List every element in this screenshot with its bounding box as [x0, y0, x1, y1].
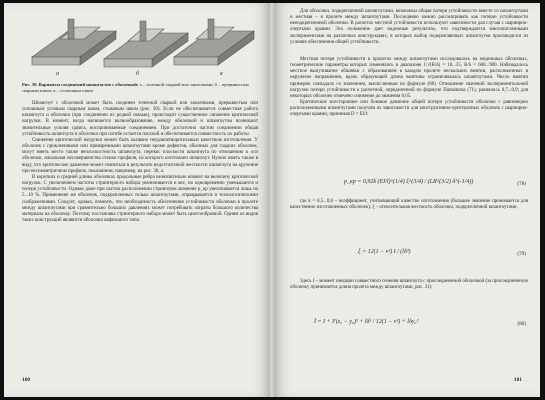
right-body-text-top	[290, 9, 528, 46]
page-number-left: 100	[22, 377, 31, 383]
formula-80: Ī = I + F(z₀ − y₀)² + lδ³ / 12(1 − ν²) + lδy₀²	[314, 319, 419, 325]
figure-stringer-profiles	[24, 9, 256, 79]
equation-number-78: (78)	[517, 181, 526, 187]
caption-title: Рис. 30. Варианты соединений шпангоутов с оболочкой:	[22, 82, 139, 87]
caption-body: а – точечной сваркой или заклепками; б – прерывистым сварным швом; в – сплошным швом	[22, 82, 249, 93]
left-page	[4, 3, 270, 397]
label-a: а	[56, 71, 59, 77]
paragraph: Здесь I – момент инерции совместного сечения шпангоута с присоединенной оболочкой (за присоединенную оболочку принимается длина пролета между шпангоутами, рис. 31):	[290, 279, 528, 291]
paragraph: Местная потеря устойчивости в пролетах между шпангоутами исследовалась на модельных оболочках, геометрические параметры которых изменялись в диапазоне 1/√(R/δ) = 10...35, R/δ = 600...900. Наблюдалось местное выпучивание обшивки с образованием в каждом пролете нескольких вмятин, расположенных в окружном направлении, вдоль образующей длина вмятины ограничивалась шпангоутами. Число вмятин примерно совпадало со значением, вычисленным по формуле (68). Отношение значений экспериментальной нагрузки потери устойчивости к расчетной, определенной по формуле Папковича (71), равнялось 0,7...0,9; для некоторых оболочек отмечено снижение до значения 0,65.	[290, 57, 528, 99]
paragraph: Для оболочки, подкрепленной шпангоутами, возможны общая потеря устойчивости вместе со шпангоутами и местная – в пролете между шпангоутами. Последнюю можно рассматривать как потерю устойчивости неподкрепленной оболочки. В расчетах местной устойчивости используют зависимости для случая с шарнирно-опертыми краями. Это положение дает надежные результаты, что подтверждается многочисленными экспериментами на различных конструкциях, в которых выбор подкрепляющих шпангоутов производился из условия обеспечения общей устойчивости.	[290, 9, 528, 45]
paragraph: Критическое всестороннее или боковое давление общей потери устойчивости оболочки с равномерно расположенными шпангоутами получим из зависимости для конструктивно-ортотропных оболочек с шарнирно-опертыми краями, принимая D = EI/l:	[290, 100, 528, 118]
figure-caption	[22, 82, 258, 93]
equation-number-79: (79)	[517, 251, 526, 257]
paragraph: Снижение критической нагрузки может быть вызвано неудовлетворительным качеством изготовления. У оболочек с приклеенными или приваренными шпангоутами кроме дефектов, обычных для гладких оболочек, могут иметь место также неплоскостность шпангоута, перекос плоскости шпангоута по отношению к оси оболочки, начальная несовершенства стенки профиля, из которого изготовлен шпангоут. Нужно иметь также в виду, что критическое давление может снизиться в результате недостаточной жесткости шпангоута на кручение при несимметричном профиле, показанном, например, на рис. 30, а.	[22, 137, 258, 174]
right-page	[274, 3, 540, 397]
equation-number-80: (80)	[517, 321, 526, 327]
paragraph: В коротких и средней длины оболочках продольные ребра незначительно влияют на величину критической нагрузки. С увеличением частоты стрингерного набора увеличивается и вес, но одновременно уменьшается и потеря устойчивости. Однако даже при частом расположении стрингеров значение p_кр увеличивается лишь на 5...10 %. Применение же оболочек, подкрепленных только шпангоутами, оправдывается и технологическими соображениями. Следует, однако, помнить, что необходимость обеспечения устойчивости оболочки в пролете между шпангоутами при сравнительно больших давлениях может потребовать затраты большого количества материала на оболочку. Поэтому постановка стрингерного набора может быть целесообразной. Одним из видов таких конструкций являются оболочки вафельного типа.	[22, 174, 258, 223]
paragraph: Шпангоут с оболочкой может быть соединен точечной сваркой или заклепками, прерывистым или сплошным угловым сварным швом, стыковым швом (рис. 30). Если не обеспечивается совместная работа шпангоута и оболочки (при соединении их редкой связью), происходит существенное снижение критической нагрузки. В момент, когда начинается волнообразование, между оболочкой и шпангоутом возникают значительные усилия сдвига, воспринимаемые соединением. При достаточно частом соединении общая устойчивость шпангоута и оболочки при изгибе остается плоской и обеспечивается совместность их работы.	[22, 101, 258, 137]
label-b: б	[136, 71, 140, 77]
right-body-text-after-78	[290, 199, 528, 211]
right-body-text-mid	[290, 57, 528, 119]
profile-a	[32, 19, 116, 65]
formula-78: p_кр = 0,92k (EI/l)^(1/4) ξ^(3/4) / (LR^(3/2) δ^(-1/4))	[344, 179, 474, 185]
page-number-right: 101	[513, 377, 522, 383]
formula-79: ξ = 12(1 − ν²) I / (lδ³)	[358, 249, 411, 255]
right-body-text-after-79	[290, 279, 528, 291]
label-c: в	[220, 71, 223, 77]
left-body-text	[22, 101, 258, 224]
paragraph: где k = 0,5...0,8 – коэффициент, учитывающий качество изготовления (большее значение принимается для качественно изготовленных оболочек); ξ – относительная жесткость оболочки, подкрепленной шпангоутами,	[290, 199, 528, 211]
